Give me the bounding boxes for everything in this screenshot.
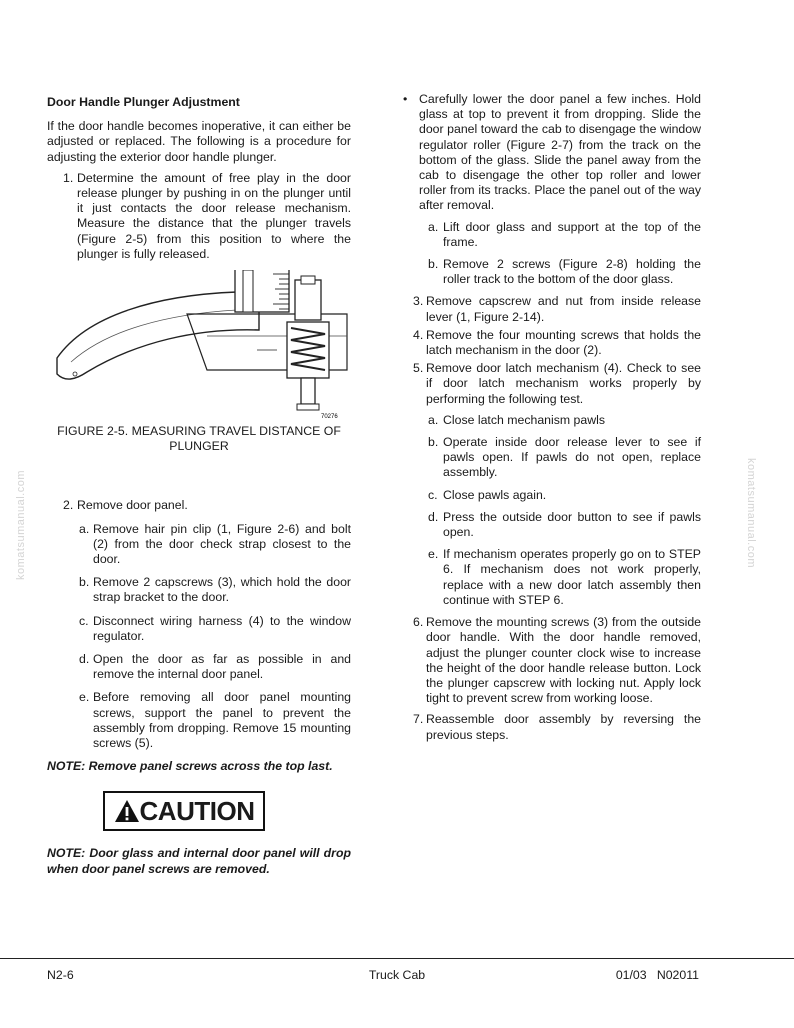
step-2-text: Remove door panel.: [77, 498, 188, 513]
watermark-left: komatsumanual.com: [15, 470, 27, 580]
step-5-sub-c: [403, 488, 701, 503]
step-7: [403, 712, 701, 742]
note-panel-screws: NOTE: Remove panel screws across the top last.: [47, 759, 333, 774]
step-2: [47, 498, 351, 513]
sub-label: a.: [428, 219, 439, 234]
handle-body: [57, 292, 259, 379]
sub-text: Close pawls again.: [443, 487, 547, 502]
step-2-sub-e: [47, 690, 351, 751]
step-2-sub-a: [47, 522, 351, 568]
sub-text: Remove hair pin clip (1, Figure 2-6) and bolt (2) from the door check strap closest to the door.: [93, 521, 351, 567]
sub-text: Operate inside door release lever to see if pawls open. If pawls do not open, replace assembly.: [443, 435, 701, 480]
step-1: [47, 171, 351, 262]
bullet-mark: •: [403, 92, 408, 106]
step-5-text: Remove door latch mechanism (4). Check to see if door latch mechanism works properly by performing the following test.: [426, 361, 701, 406]
right-column: [403, 92, 701, 746]
caution-label: [103, 791, 265, 831]
footer-divider: [0, 958, 794, 959]
plunger-stem: [301, 378, 315, 404]
step-4-number: 4.: [413, 327, 424, 342]
bullet-sub-a: [403, 220, 701, 250]
intro-paragraph: If the door handle becomes inoperative, it can either be adjusted or replaced. The following is a procedure for adjusting the exterior door handle plunger.: [47, 119, 351, 164]
step-5-sub-b: [403, 435, 701, 481]
sub-label: b.: [428, 435, 439, 450]
sub-label: e.: [428, 547, 439, 562]
sub-label: a.: [428, 412, 439, 427]
caption-line-2: PLUNGER: [169, 439, 229, 454]
sub-text: Remove 2 screws (Figure 2-8) holding the roller track to the bottom of the door glass.: [443, 257, 701, 287]
sub-text: Lift door glass and support at the top of the frame.: [443, 219, 701, 249]
step-1-text: Determine the amount of free play in the door release plunger by pushing in on the plunger until it just contacts the door release mechanism. Measure the distance that the plunger travels (Figure 2-5) from this position to where the plunger is fully released.: [77, 170, 351, 261]
step-1-number: 1.: [63, 170, 74, 185]
section-heading: Door Handle Plunger Adjustment: [47, 95, 240, 109]
sub-text: Open the door as far as possible in and remove the internal door panel.: [93, 652, 351, 682]
caution-text: CAUTION: [139, 795, 255, 826]
figure-2-5-illustration: [47, 270, 351, 420]
sub-text: Disconnect wiring harness (4) to the window regulator.: [93, 613, 351, 643]
step-2-sub-c: [47, 614, 351, 644]
step-6-number: 6.: [413, 615, 424, 630]
bullet-sub-b: [403, 257, 701, 287]
step-5-sub-d: [403, 510, 701, 540]
sub-label: b.: [79, 575, 90, 590]
note-door-glass: NOTE: Door glass and internal door panel will drop when door panel screws are removed.: [47, 846, 351, 876]
step-5-number: 5.: [413, 361, 424, 376]
bullet-lower-panel: [403, 92, 701, 214]
plunger-diagram: [47, 270, 351, 420]
step-2-sub-b: [47, 575, 351, 605]
step-4-text: Remove the four mounting screws that holds the latch mechanism in the door (2).: [426, 327, 701, 358]
figure-code: 70276: [321, 414, 338, 421]
step-7-text: Reassemble door assembly by reversing the previous steps.: [426, 712, 701, 742]
step-5: [403, 361, 701, 407]
sub-label: a.: [79, 521, 90, 536]
sub-label: c.: [428, 487, 438, 502]
step-6-text: Remove the mounting screws (3) from the outside door handle. With the door handle removed, adjust the plunger counter clock wise to increase the height of the door handle release button. Lock the plunger capscrew with locking nut. Apply lock tight to prevent screw from working loose.: [426, 615, 701, 706]
step-5-sub-e: [403, 547, 701, 608]
sub-label: e.: [79, 690, 90, 705]
sub-text: Before removing all door panel mounting screws, support the panel to prevent the assembly from dropping. Remove 15 mounting screws (5).: [93, 690, 351, 751]
step-7-number: 7.: [413, 712, 424, 727]
sub-text: Remove 2 capscrews (3), which hold the door strap bracket to the door.: [93, 575, 351, 605]
step-6: [403, 615, 701, 706]
step-3: [403, 294, 701, 324]
sub-label: c.: [79, 613, 89, 628]
warning-triangle-icon: [114, 799, 140, 823]
footer-section-title: Truck Cab: [368, 968, 426, 982]
left-column: [47, 92, 351, 877]
figure-caption: [47, 424, 351, 454]
watermark-right: komatsumanual.com: [745, 458, 757, 568]
step-3-number: 3.: [413, 294, 424, 309]
sub-label: d.: [428, 509, 439, 524]
sub-text: Press the outside door button to see if pawls open.: [443, 509, 701, 540]
step-3-text: Remove capscrew and nut from inside release lever (1, Figure 2-14).: [426, 294, 701, 324]
sub-text: Close latch mechanism pawls: [443, 412, 605, 427]
caption-line-1: FIGURE 2-5. MEASURING TRAVEL DISTANCE OF: [57, 424, 341, 439]
sub-text: If mechanism operates properly go on to STEP 6. If mechanism does not work properly, replace with a new door latch assembly then continue with STEP 6.: [443, 547, 701, 607]
bullet-text: Carefully lower the door panel a few inches. Hold glass at top to prevent it from dropping. Slide the door panel toward the cab to disengage the window regulator roller (Figure 2-7) from the track on the bottom of the glass. Slide the panel away from the cab to disengage the other top roller and lower roller from its tracks. Place the panel out of the way after removal.: [419, 92, 701, 213]
step-5-sub-a: [403, 413, 701, 428]
footer-page-number: N2-6: [47, 968, 74, 982]
plunger-cap: [295, 280, 321, 320]
sub-label: b.: [428, 257, 439, 272]
step-2-sub-d: [47, 652, 351, 682]
footer-date-code: 01/03 N02011: [615, 968, 699, 982]
sub-label: d.: [79, 652, 90, 667]
step-4: [403, 328, 701, 358]
step-2-number: 2.: [63, 498, 74, 513]
